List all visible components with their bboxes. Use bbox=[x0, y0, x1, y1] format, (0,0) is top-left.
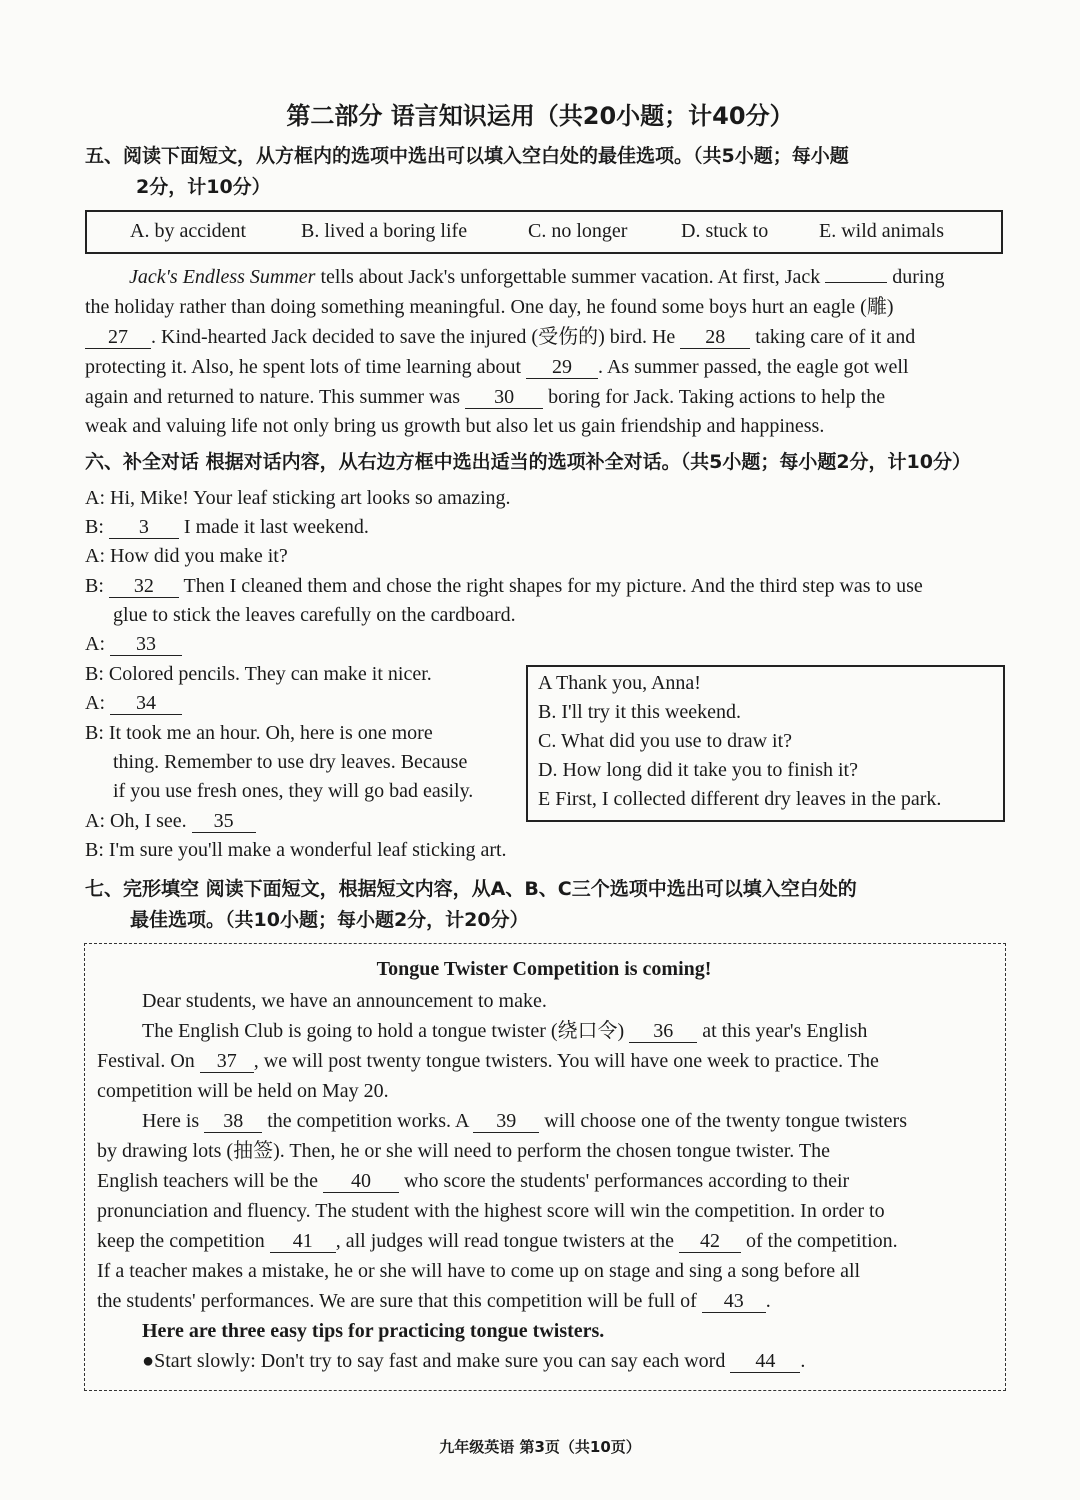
book-title: Jack's Endless Summer bbox=[129, 266, 316, 288]
passage-line7 bbox=[97, 1166, 995, 1196]
passage-line5 bbox=[142, 1106, 995, 1136]
s5-option-a: A. by accident bbox=[130, 220, 247, 242]
blank-44[interactable]: 44 bbox=[730, 1350, 800, 1373]
dialog-line1: A: Hi, Mike! Your leaf sticking art looks so amazing. bbox=[85, 487, 511, 509]
s6-option-b: B. I'll try it this weekend. bbox=[538, 701, 742, 723]
section6-heading: 六、补全对话 根据对话内容，从右边方框中选出适当的选项补全对话。（共5小题；每小题2分，计10分） bbox=[85, 451, 971, 473]
tips-heading: Here are three easy tips for practicing tongue twisters. bbox=[142, 1320, 605, 1342]
passage-text: at this year's English bbox=[702, 1020, 868, 1042]
s5-option-e: E. wild animals bbox=[819, 220, 944, 242]
blank-38[interactable]: 38 bbox=[204, 1110, 262, 1133]
dialog-text: Then I cleaned them and chose the right shapes for my picture. And the third step was to use bbox=[183, 575, 923, 597]
passage-line1: Dear students, we have an announcement to make. bbox=[142, 990, 547, 1012]
passage-line8: pronunciation and fluency. The student with the highest score will win the competition. In order to bbox=[97, 1200, 885, 1222]
part-title: 第二部分 语言知识运用（共20小题；计40分） bbox=[286, 102, 794, 130]
passage-text: The English Club is going to hold a tongue twister (绕口令) bbox=[142, 1020, 625, 1042]
blank-32[interactable]: 32 bbox=[109, 575, 179, 598]
dialog-line2 bbox=[85, 512, 1003, 542]
blank-40[interactable]: 40 bbox=[323, 1170, 399, 1193]
s5-passage-line3 bbox=[85, 322, 1003, 352]
passage-text: the students' performances. We are sure that this competition will be full of bbox=[97, 1290, 697, 1312]
s5-text: boring for Jack. Taking actions to help the bbox=[548, 386, 886, 408]
tip-text: ●Start slowly: Don't try to say fast and make sure you can say each word bbox=[142, 1350, 726, 1372]
section7-heading-line1: 七、完形填空 阅读下面短文，根据短文内容，从A、B、C三个选项中选出可以填入空白处的 bbox=[85, 878, 857, 900]
passage-text: Festival. On bbox=[97, 1050, 195, 1072]
dialog-line6: B: Colored pencils. They can make it nicer. bbox=[85, 663, 432, 685]
passage-text: of the competition. bbox=[746, 1230, 898, 1252]
section7-heading-line2: 最佳选项。（共10小题；每小题2分，计20分） bbox=[130, 909, 529, 931]
passage-text: English teachers will be the bbox=[97, 1170, 319, 1192]
s5-option-b: B. lived a boring life bbox=[301, 220, 468, 242]
blank-42[interactable]: 42 bbox=[679, 1230, 741, 1253]
s5-passage-line5 bbox=[85, 382, 1003, 412]
passage-title: Tongue Twister Competition is coming! bbox=[376, 958, 712, 980]
s5-text: . As summer passed, the eagle got well bbox=[598, 356, 909, 378]
passage-text: keep the competition bbox=[97, 1230, 265, 1252]
passage-line9 bbox=[97, 1226, 995, 1256]
s5-text: taking care of it and bbox=[755, 326, 916, 348]
blank-36[interactable]: 36 bbox=[629, 1020, 697, 1043]
passage-text: Here is bbox=[142, 1110, 200, 1132]
blank-39[interactable]: 39 bbox=[473, 1110, 539, 1133]
section5-heading-line2: 2分，计10分） bbox=[136, 176, 271, 198]
passage-text: , all judges will read tongue twisters at the bbox=[335, 1230, 674, 1252]
blank-35[interactable]: 35 bbox=[192, 810, 256, 833]
s6-option-d: D. How long did it take you to finish it? bbox=[538, 759, 858, 781]
section5-heading-line1: 五、阅读下面短文，从方框内的选项中选出可以填入空白处的最佳选项。（共5小题；每小题 bbox=[85, 145, 849, 167]
dialog-line8c: if you use fresh ones, they will go bad easily. bbox=[113, 780, 474, 802]
dialog-line3: A: How did you make it? bbox=[85, 545, 288, 567]
s5-passage-line1 bbox=[85, 262, 1003, 292]
s5-text: protecting it. Also, he spent lots of time learning about bbox=[85, 356, 522, 378]
blank-28[interactable]: 28 bbox=[680, 326, 750, 349]
dialog-line5 bbox=[85, 629, 1003, 659]
dialog-line8b: thing. Remember to use dry leaves. Because bbox=[113, 751, 468, 773]
dialog-text: A: Oh, I see. bbox=[85, 810, 187, 832]
blank-33[interactable]: 33 bbox=[110, 633, 182, 656]
blank-29[interactable]: 29 bbox=[526, 356, 598, 379]
blank-43[interactable]: 43 bbox=[702, 1290, 766, 1313]
s6-option-a: A Thank you, Anna! bbox=[538, 672, 701, 694]
blank-37[interactable]: 37 bbox=[200, 1050, 254, 1073]
s5-text: tells about Jack's unforgettable summer vacation. At first, Jack bbox=[315, 266, 821, 288]
speaker-a: A: bbox=[85, 633, 105, 655]
passage-line3 bbox=[97, 1046, 995, 1076]
dialog-line10: B: I'm sure you'll make a wonderful leaf sticking art. bbox=[85, 839, 507, 861]
passage-line4: competition will be held on May 20. bbox=[97, 1080, 389, 1102]
s6-option-c: C. What did you use to draw it? bbox=[538, 730, 793, 752]
blank-31[interactable]: 3 bbox=[109, 516, 179, 539]
s5-text: during bbox=[892, 266, 945, 288]
passage-text: will choose one of the twenty tongue twisters bbox=[544, 1110, 908, 1132]
page-footer: 九年级英语 第3页（共10页） bbox=[439, 1438, 641, 1456]
s5-passage-line2: the holiday rather than doing something meaningful. One day, he found some boys hurt an eagle (雕) bbox=[85, 296, 894, 318]
blank-27[interactable]: 27 bbox=[85, 326, 151, 349]
blank-30[interactable]: 30 bbox=[465, 386, 543, 409]
s5-option-d: D. stuck to bbox=[681, 220, 769, 242]
blank-34[interactable]: 34 bbox=[110, 692, 182, 715]
passage-line6: by drawing lots (抽签). Then, he or she will need to perform the chosen tongue twister. The bbox=[97, 1140, 830, 1162]
blank-26[interactable] bbox=[825, 282, 887, 283]
s5-text: again and returned to nature. This summer was bbox=[85, 386, 461, 408]
dialog-line4b: glue to stick the leaves carefully on the cardboard. bbox=[113, 604, 516, 626]
tip-text: . bbox=[800, 1350, 806, 1372]
s5-passage-line6: weak and valuing life not only bring us growth but also let us gain friendship and happiness. bbox=[85, 415, 825, 437]
passage-line11 bbox=[97, 1286, 995, 1316]
passage-line10: If a teacher makes a mistake, he or she will have to come up on stage and sing a song before all bbox=[97, 1260, 861, 1282]
dialog-text: I made it last weekend. bbox=[183, 516, 369, 538]
passage-text: the competition works. A bbox=[267, 1110, 469, 1132]
blank-41[interactable]: 41 bbox=[270, 1230, 336, 1253]
passage-text: who score the students' performances according to their bbox=[404, 1170, 850, 1192]
speaker-b: B: bbox=[85, 516, 104, 538]
dialog-line4 bbox=[85, 571, 1003, 601]
tip-1 bbox=[142, 1346, 1040, 1376]
s5-text: . Kind-hearted Jack decided to save the injured (受伤的) bird. He bbox=[151, 326, 676, 348]
passage-text: . bbox=[765, 1290, 771, 1312]
passage-text: , we will post twenty tongue twisters. You will have one week to practice. The bbox=[253, 1050, 879, 1072]
dialog-line8a: B: It took me an hour. Oh, here is one more bbox=[85, 722, 433, 744]
s6-option-e: E First, I collected different dry leaves in the park. bbox=[538, 788, 942, 810]
s5-option-c: C. no longer bbox=[528, 220, 628, 242]
s5-passage-line4 bbox=[85, 352, 1003, 382]
passage-line2 bbox=[142, 1016, 995, 1046]
speaker-b: B: bbox=[85, 575, 104, 597]
speaker-a: A: bbox=[85, 692, 105, 714]
